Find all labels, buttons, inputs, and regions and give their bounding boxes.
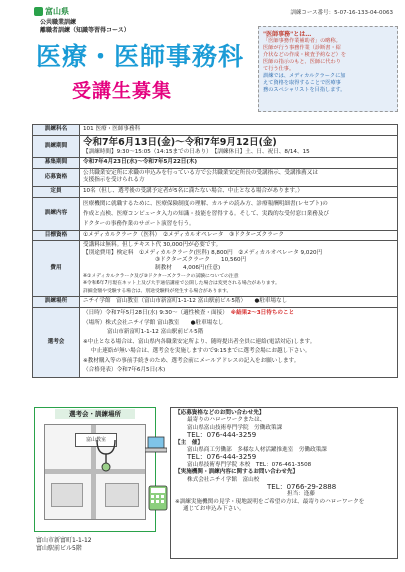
training-period: 令和7年6月13日(金)～令和7年9月12日(金): [83, 136, 277, 148]
row-label: 応募資格: [33, 168, 80, 186]
callout-line: 医師が行う事務作業（診断書・紹: [263, 45, 341, 51]
callout-line: 「医師事務作業補助者」の略称。: [263, 38, 341, 44]
address-line: 富山駅前ビル5階: [36, 545, 82, 552]
selection-note: 中止連絡が無い場合は、選考会を実施しますので9:15までに選考会場にお越し下さい。: [91, 348, 311, 355]
map-block: [51, 483, 83, 507]
cost-note: 詳細金額や受験する場合は、別途受験料が発生する場合があります。: [83, 288, 232, 294]
cost-note: ※①メディカルクラーク及び③ドクターズクラークの試験についての注意: [83, 273, 239, 279]
cost-text: ③ドクターズクラーク 10,560円: [155, 257, 247, 264]
callout-line: 医師の指示のもと、医師に代わり: [263, 59, 341, 65]
org-lines: [40, 19, 130, 35]
contact-line: 富山県商工労働部 多様な人材活躍推進室 労働政策課: [187, 447, 327, 454]
table-row: [33, 158, 398, 169]
school-address: [36, 537, 92, 553]
selection-place: （場所）株式会社ニチイ学館 富山教室 ●駐車場なし: [83, 319, 224, 326]
course-name: 101 医療・医師事務科: [80, 125, 398, 136]
logo-mark-icon: [34, 7, 43, 16]
table-row: [33, 307, 398, 377]
callout-line: て行う仕事。: [263, 66, 295, 72]
callout-box: [258, 26, 398, 112]
table-row: [33, 230, 398, 241]
row-label: 選考会: [33, 307, 80, 377]
contact-line: 最寄りのハローワークまたは、: [187, 417, 266, 424]
table-row: [33, 186, 398, 197]
map-block: [105, 483, 139, 507]
recruit-period: 令和7年4月23日(水)～令和7年5月22日(木): [80, 158, 398, 169]
eligibility-text: 支援指示を受けられる方: [83, 177, 145, 184]
page-title: 医療・医師事務科: [36, 42, 245, 71]
contact-line: 担当：逢藤: [287, 491, 315, 498]
contact-line: 富山県富山技術専門学院 労働政策課: [187, 424, 283, 431]
contact-heading: 【実施機関・訓練内容に関するお問い合わせ先】: [175, 469, 299, 476]
callout-heading: "医師事務"とは…: [263, 31, 312, 38]
table-row: [33, 241, 398, 297]
row-label: 訓練内容: [33, 197, 80, 230]
map-building-label: 富山教室: [85, 437, 106, 443]
callout-line: 務のスペシャリストを目指します。: [263, 87, 346, 93]
selection-address: 富山市新富町1-1-12 富山駅前ビル5階: [107, 329, 204, 336]
course-info-table: [32, 124, 398, 378]
contact-note: 通じてお申込み下さい。: [183, 506, 245, 513]
result-date: （合格発表）令和7年6月5日(木): [83, 367, 166, 374]
training-hours: 【訓練時間】9:30～15:05（14:15までの日あり） 【訓練休日】土、日、祝日、8/14、15: [83, 148, 310, 155]
callout-line: 介状などの作成・検査予約など）を: [263, 52, 347, 58]
prefecture-logo: [34, 6, 69, 17]
cost-text: 【別途費用】検定料 ①メディカルクラーク(医科) 8,800円 ②メディカルオペレータ 9,020円: [83, 249, 323, 256]
selection-result-note: ※結果2～3日待ちのこと: [230, 309, 295, 316]
table-row: [33, 297, 398, 308]
org-line-1: 公共職業訓練: [40, 19, 77, 26]
address-line: 富山市新富町1-1-12: [36, 537, 92, 544]
laptop-icon: [145, 436, 167, 458]
table-row: [33, 197, 398, 230]
row-label: 費用: [33, 241, 80, 297]
org-line-2: 離職者訓練（知識等習得コース）: [40, 27, 130, 34]
cost-note: ※令和6年7月現在ネット上及び大手通信講座で公開した場合は変更される場合があります。: [83, 281, 280, 287]
contact-heading: 【主 催】: [175, 439, 203, 446]
content-text: 作成と点検、医療コンピュータ入力の知識・技能を習得する。そして、実践的な受付窓口業務及び: [83, 210, 330, 217]
contact-phone: TEL：076-444-3259: [187, 431, 257, 440]
callout-line: えて資格を取得することで医療事: [263, 80, 341, 86]
logo-text: 富山県: [45, 7, 69, 16]
row-label: 募集期間: [33, 158, 80, 169]
page-subtitle: 受講生募集: [72, 80, 173, 102]
contact-heading: 【応募資格などのお問い合わせ先】: [175, 410, 265, 416]
contact-phone: TEL：076-444-3259: [187, 453, 257, 462]
eligibility-text: 公共職業安定所に求職の申込みを行っている方で公共職業安定所長の受講指示、受講推薦又は: [83, 169, 318, 176]
row-label: 目標資格: [33, 230, 80, 241]
calculator-icon: [148, 485, 168, 515]
capacity-text: 10名（但し、選考後の受講予定者が5名に満たない場合、中止となる場合があります。）: [80, 186, 398, 197]
callout-line: 訓練では、メディカルクラークに加: [263, 73, 346, 79]
map-heading: 選考会・訓練場所: [55, 409, 135, 419]
table-row: [33, 125, 398, 136]
content-text: 医療機関に就職するために、医療保険制度の理解、カルテの読み方、診療報酬明細書(レセプト)の: [83, 200, 328, 207]
place-text: ニチイ学館 富山教室（富山市新富町1-1-12 富山駅前ビル5階） ●駐車場なし: [80, 297, 398, 308]
contact-phone: TEL：0766-29-2888: [267, 483, 337, 492]
course-number: 訓練コース番号：5-07-16-133-04-0063: [290, 10, 393, 16]
table-row: [33, 135, 398, 158]
cost-text: 受講料は無料。但しテキスト代 30,000円が必要です。: [83, 242, 222, 249]
contact-line: 富山県技術専門学院 本校 TEL：076-461-3508: [187, 461, 312, 468]
stethoscope-icon: [93, 438, 119, 476]
contact-note: ※訓練実施機関の見学・現地説明をご希望の方は、最寄りのハローワークを: [175, 498, 365, 505]
goal-text: ①メディカルクラーク（医科） ②メディカルオペレータ ③ドクターズクラーク: [80, 230, 398, 241]
contact-line: 株式会社ニチイ学館 富山校: [187, 476, 260, 483]
row-label: 訓練科名: [33, 125, 80, 136]
contact-box: [170, 407, 398, 559]
content-text: ドクターの事務作業のサポート演習を行う。: [83, 220, 195, 227]
selection-date: （日時）令和7年5月28日(水) 9:30～（適性検査・面接）: [83, 309, 226, 316]
row-label: 定員: [33, 186, 80, 197]
cost-text: 制教材 4,006円(任意): [155, 264, 221, 271]
selection-note: ※教材購入等の事前手続きのため、選考会前にメールアドレスの記入をお願いします。: [83, 357, 300, 364]
selection-note: ※中止となる場合は、富山県内各職業安定所より、随時提出者全員に連絡(電話対応)します。: [83, 338, 316, 345]
row-label: 訓練場所: [33, 297, 80, 308]
row-label: 訓練期間: [33, 135, 80, 158]
table-row: [33, 168, 398, 186]
